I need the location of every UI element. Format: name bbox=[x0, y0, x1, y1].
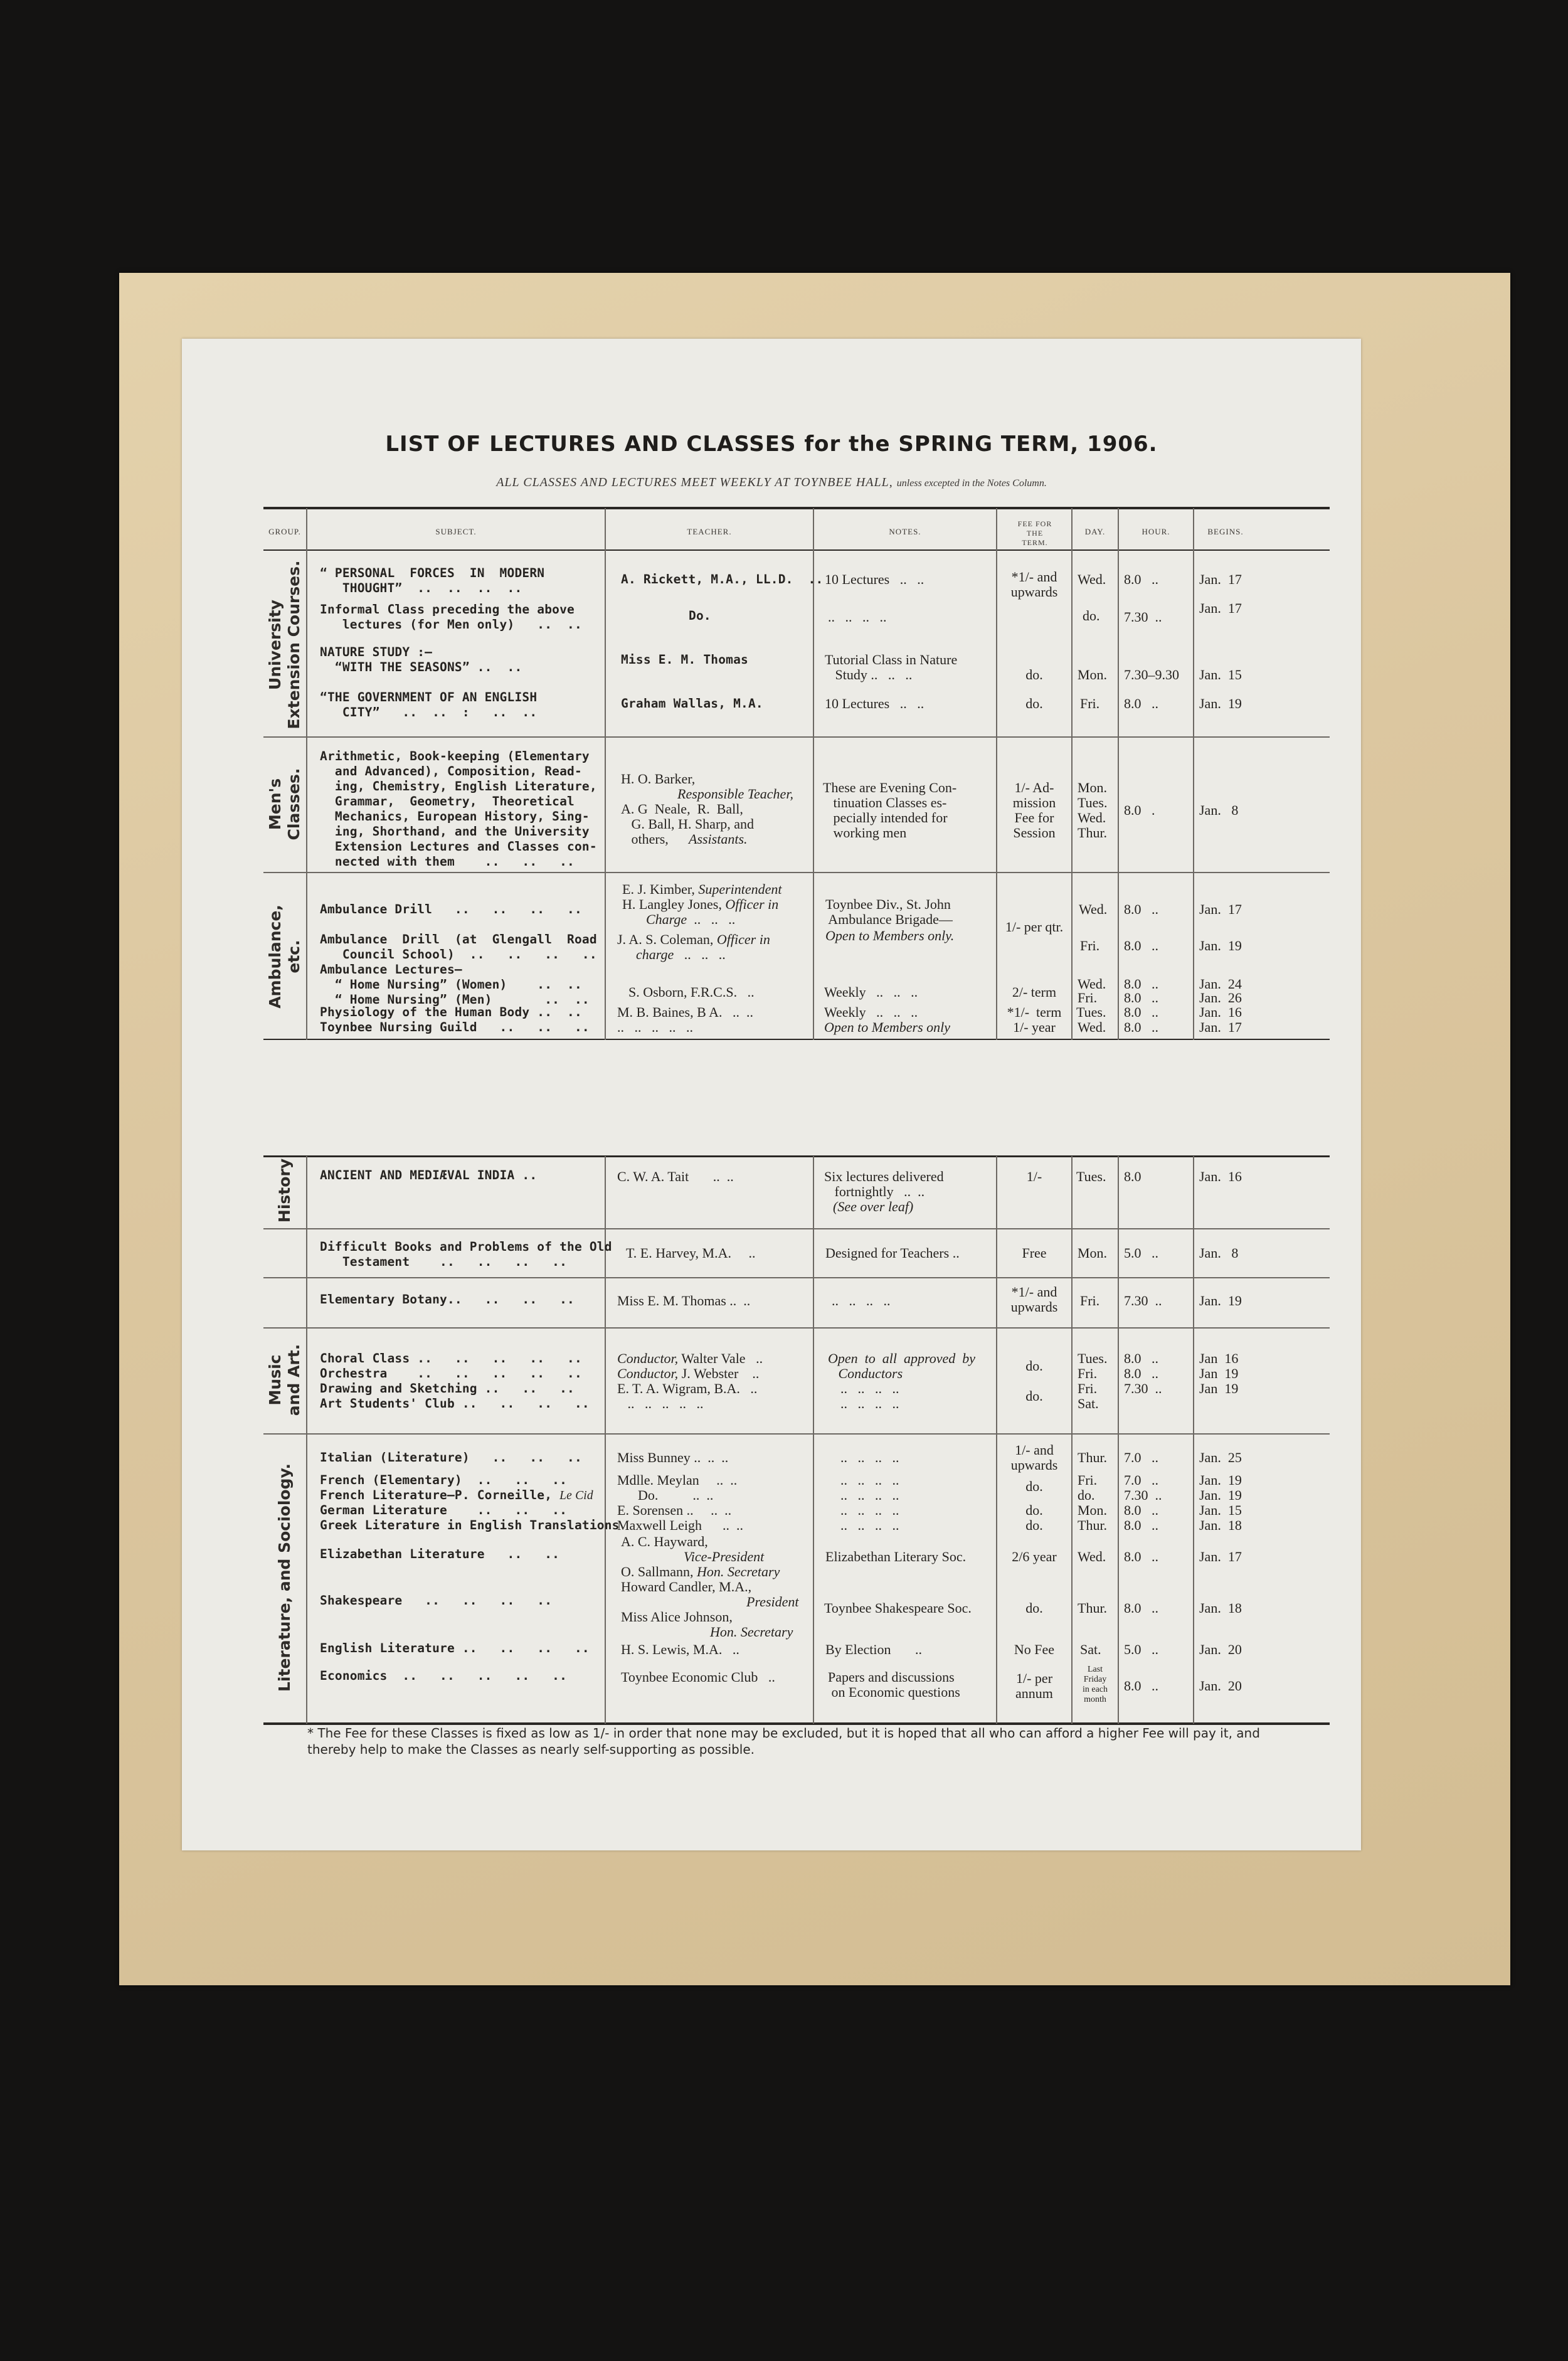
row-hour: 7.30–9.30 bbox=[1124, 667, 1179, 682]
row-hour: 8.0 .. bbox=[1124, 1549, 1158, 1564]
col-rule bbox=[1071, 508, 1073, 1040]
row-teacher-role: President bbox=[746, 1594, 799, 1610]
row-begins: Jan. 19 Jan. 19 bbox=[1199, 1472, 1242, 1503]
section1-bottom-rule bbox=[263, 1039, 1330, 1040]
top-rule bbox=[263, 507, 1330, 509]
row-day: Tues. bbox=[1076, 1004, 1106, 1020]
row-teacher-role: Responsible Teacher, bbox=[677, 786, 793, 802]
row-notes: Elizabethan Literary Soc. bbox=[825, 1549, 967, 1564]
row-begins: Jan. 25 bbox=[1199, 1450, 1242, 1465]
row-teacher-line bbox=[636, 947, 726, 962]
group-label-mens: Men's Classes. bbox=[266, 768, 303, 841]
row-teacher-name: A. C. Hayward, bbox=[621, 1534, 708, 1549]
row-notes: Open to Members only bbox=[824, 1019, 951, 1035]
header-hour: HOUR. bbox=[1142, 527, 1170, 536]
row-day: Wed. bbox=[1079, 901, 1108, 917]
row-teacher: A. Rickett, M.A., LL.D. .. bbox=[621, 572, 824, 586]
row-teacher-role: Vice-President bbox=[684, 1549, 765, 1564]
row-day: Mon. bbox=[1078, 1245, 1108, 1261]
row-begins: Jan. 8 bbox=[1199, 1245, 1239, 1261]
col-rule bbox=[1118, 1156, 1119, 1724]
row-teacher-name: H. O. Barker, bbox=[621, 771, 696, 787]
row-notes: Toynbee Div., St. John Ambulance Brigade— bbox=[825, 896, 953, 927]
row-begins: Jan. 19 bbox=[1199, 938, 1242, 953]
col-rule bbox=[605, 508, 606, 1040]
row-day: Fri. bbox=[1080, 1293, 1100, 1308]
teacher-role: Superintendent bbox=[698, 881, 782, 897]
header-notes: NOTES. bbox=[889, 527, 921, 536]
section2-top-rule bbox=[263, 1155, 1330, 1157]
row-teacher-assistants: A. G Neale, R. Ball, G. Ball, H. Sharp, and others, bbox=[621, 801, 755, 847]
row-fee: do. bbox=[1025, 1478, 1043, 1494]
row-notes-ref: (See over leaf) bbox=[833, 1199, 914, 1214]
row-teacher-line bbox=[622, 882, 782, 897]
col-rule bbox=[1193, 1156, 1194, 1724]
row-notes: 10 Lectures .. .. bbox=[825, 571, 924, 587]
row-day: Mon. bbox=[1078, 667, 1108, 682]
row-subject: Ambulance Drill .. .. .. .. bbox=[320, 902, 582, 916]
row-teacher: Do. bbox=[689, 608, 711, 623]
row-hour: 8.0 .. 8.0 .. bbox=[1124, 976, 1158, 1005]
row-subject: English Literature .. .. .. .. bbox=[320, 1641, 590, 1655]
group-label-university: University Extension Courses. bbox=[266, 560, 303, 730]
col-rule bbox=[306, 1156, 307, 1724]
row-hour: 8.0 .. bbox=[1124, 1004, 1158, 1020]
teacher-role: Hon. Secretary bbox=[697, 1564, 780, 1579]
row-notes: .. .. .. .. .. .. .. .. bbox=[840, 1502, 899, 1533]
row-teacher-role: Hon. Secretary bbox=[710, 1624, 793, 1640]
teacher-name: J. Webster .. bbox=[678, 1366, 760, 1381]
row-subject: Difficult Books and Problems of the Old Testament .. .. .. .. bbox=[320, 1239, 612, 1269]
row-hour: 5.0 .. bbox=[1124, 1642, 1158, 1657]
col-rule bbox=[1071, 1156, 1073, 1724]
row-subject: Ambulance Lectures— “ Home Nursing” (Women) .. .. “ Home Nursing” (Men) .. .. bbox=[320, 962, 590, 1007]
row-subject: Choral Class .. .. .. .. .. Orchestra .. .. .. .. .. Drawing and Sketching .. .. .. Art Students' Club .. .. .. .. bbox=[320, 1351, 590, 1411]
row-teacher: C. W. A. Tait .. .. bbox=[617, 1169, 734, 1184]
group-label-history: History bbox=[275, 1158, 294, 1223]
col-rule bbox=[1193, 508, 1194, 1040]
group-separator bbox=[263, 1277, 1330, 1278]
row-fee: 2/6 year bbox=[1012, 1549, 1057, 1564]
group-separator bbox=[263, 872, 1330, 873]
row-begins: Jan. 15 bbox=[1199, 667, 1242, 682]
row-teacher-line bbox=[617, 1366, 759, 1381]
row-teacher-line bbox=[617, 1351, 763, 1366]
row-teacher: S. Osborn, F.R.C.S. .. bbox=[628, 984, 755, 1000]
row-teacher: Toynbee Economic Club .. bbox=[621, 1669, 775, 1685]
row-notes: Open to Members only. bbox=[825, 928, 955, 943]
teacher-dots: .. .. .. bbox=[674, 947, 726, 962]
row-begins: Jan. 20 bbox=[1199, 1642, 1242, 1657]
row-fee: do. bbox=[1025, 1600, 1043, 1616]
row-begins: Jan 16 Jan 19 Jan 19 bbox=[1199, 1350, 1239, 1396]
row-subject: “THE GOVERNMENT OF AN ENGLISH CITY” .. .. : .. .. bbox=[320, 690, 538, 719]
row-subject: German Literature .. .. .. Greek Literature in English Translations bbox=[320, 1503, 620, 1532]
row-notes: Toynbee Shakespeare Soc. bbox=[824, 1600, 972, 1616]
group-label-literature: Literature, and Sociology. bbox=[275, 1463, 294, 1692]
row-subject: Italian (Literature) .. .. .. bbox=[320, 1450, 582, 1465]
row-day: Mon. Tues. Wed. Thur. bbox=[1078, 780, 1108, 841]
row-hour: 5.0 .. bbox=[1124, 1245, 1158, 1261]
row-teacher: Miss E. M. Thomas .. .. bbox=[617, 1293, 751, 1308]
row-fee: *1/- and upwards bbox=[1010, 1284, 1058, 1315]
col-rule bbox=[306, 508, 307, 1040]
row-day: Wed. Fri. bbox=[1078, 976, 1106, 1005]
row-fee: 1/- year bbox=[1013, 1019, 1056, 1035]
row-subject: ANCIENT AND MEDIÆVAL INDIA .. bbox=[320, 1168, 538, 1182]
fee-footnote: * The Fee for these Classes is fixed as low as 1/- in order that none may be excluded, but it is hoped that all who can afford a higher Fee will pay it, and thereby help to make the Classes as nearly self-supporting as possible. bbox=[307, 1726, 1260, 1757]
row-teacher: M. B. Baines, B A. .. .. bbox=[617, 1004, 753, 1020]
row-notes: Weekly .. .. .. bbox=[824, 1004, 918, 1020]
row-notes: Tutorial Class in Nature Study .. .. .. bbox=[825, 652, 958, 682]
teacher-name: J. A. S. Coleman, bbox=[617, 931, 714, 947]
row-hour: 8.0 . bbox=[1124, 802, 1155, 818]
row-teacher-line bbox=[617, 932, 770, 947]
row-day: Tues. bbox=[1076, 1169, 1106, 1184]
row-fee: do. bbox=[1025, 696, 1043, 711]
row-day: do. bbox=[1083, 608, 1100, 623]
header-group: GROUP. bbox=[268, 527, 301, 536]
row-day: Tues. Fri. Fri. Sat. bbox=[1078, 1350, 1108, 1411]
teacher-role: Officer in bbox=[725, 896, 779, 912]
teacher-role: Officer in bbox=[716, 931, 770, 947]
header-subject: SUBJECT. bbox=[435, 527, 477, 536]
row-hour: 7.0 .. bbox=[1124, 1450, 1158, 1465]
row-begins: Jan. 15 Jan. 18 bbox=[1199, 1502, 1242, 1533]
row-teacher: Mdlle. Meylan .. .. Do. .. .. bbox=[617, 1472, 738, 1503]
row-fee: 1/- and upwards bbox=[1010, 1442, 1058, 1473]
document-sheet bbox=[182, 339, 1361, 1850]
row-fee: do. do. bbox=[1025, 1358, 1043, 1404]
row-begins: Jan. 16 bbox=[1199, 1169, 1242, 1184]
row-notes: Open to all approved by Conductors bbox=[828, 1350, 976, 1381]
row-hour: 8.0 .. bbox=[1124, 901, 1158, 917]
row-begins: Jan. 18 bbox=[1199, 1600, 1242, 1616]
row-begins: Jan. 19 bbox=[1199, 1293, 1242, 1308]
header-teacher: TEACHER. bbox=[687, 527, 732, 536]
document-title: LIST OF LECTURES AND CLASSES for the SPRING TERM, 1906. bbox=[385, 432, 1158, 457]
row-fee: No Fee bbox=[1014, 1642, 1055, 1657]
row-subject: Informal Class preceding the above lectures (for Men only) .. .. bbox=[320, 602, 582, 632]
row-teacher: Miss Bunney .. .. .. bbox=[617, 1450, 729, 1465]
row-notes: .. .. .. .. .. .. .. .. bbox=[840, 1472, 899, 1503]
header-fee: FEE FOR THE TERM. bbox=[1017, 519, 1052, 547]
row-begins: Jan. 20 bbox=[1199, 1678, 1242, 1694]
col-rule bbox=[813, 1156, 814, 1724]
row-hour: 8.0 .. bbox=[1124, 1019, 1158, 1035]
group-separator bbox=[263, 1327, 1330, 1329]
row-notes: .. .. .. .. bbox=[832, 1293, 891, 1308]
row-fee: do. bbox=[1025, 667, 1043, 682]
row-teacher-name: Miss Alice Johnson, bbox=[621, 1609, 733, 1625]
teacher-role: Conductor, bbox=[617, 1366, 679, 1381]
row-subject: Toynbee Nursing Guild .. .. .. bbox=[320, 1020, 590, 1034]
row-notes: Weekly .. .. .. bbox=[824, 984, 918, 1000]
row-subject: Elizabethan Literature .. .. bbox=[320, 1547, 560, 1561]
header-rule bbox=[263, 549, 1330, 551]
row-notes: Designed for Teachers .. bbox=[825, 1245, 960, 1261]
row-teacher-line bbox=[622, 897, 778, 912]
row-begins: Jan. 17 bbox=[1199, 600, 1242, 616]
row-hour: 8.0 .. 8.0 .. bbox=[1124, 1502, 1158, 1533]
row-teacher: .. .. .. .. .. bbox=[617, 1019, 693, 1035]
col-rule bbox=[996, 1156, 997, 1724]
row-teacher-line bbox=[646, 912, 735, 927]
col-rule bbox=[813, 508, 814, 1040]
row-hour: 8.0 .. bbox=[1124, 1600, 1158, 1616]
teacher-name: O. Sallmann, bbox=[621, 1564, 694, 1579]
row-notes: 10 Lectures .. .. bbox=[825, 696, 924, 711]
row-day: Wed. bbox=[1078, 1019, 1106, 1035]
row-hour: 8.0 bbox=[1124, 1169, 1142, 1184]
document-subtitle bbox=[182, 475, 1361, 490]
row-teacher-line bbox=[621, 1564, 780, 1579]
row-subject: Arithmetic, Book-keeping (Elementary and Advanced), Composition, Read- ing, Chemistry, English Literature, Grammar, Geometry, Theoretical Mechanics, European History, Sing- ing, Shorthand, and the University Extension Lectures and Classes con- nected with them .. .. .. bbox=[320, 749, 597, 869]
row-teacher: H. S. Lewis, M.A. .. bbox=[621, 1642, 739, 1657]
teacher-name: H. Langley Jones, bbox=[622, 896, 722, 912]
row-day: Wed. bbox=[1078, 571, 1106, 587]
group-label-ambulance: Ambulance, etc. bbox=[266, 905, 303, 1009]
row-notes: These are Evening Con- tinuation Classes es- pecially intended for working men bbox=[823, 780, 957, 841]
row-fee: 2/- term bbox=[1012, 984, 1057, 1000]
row-begins: Jan. 17 bbox=[1199, 1019, 1242, 1035]
row-day: Mon. Thur. bbox=[1078, 1502, 1108, 1533]
row-hour: 8.0 .. 8.0 .. 7.30 .. bbox=[1124, 1350, 1162, 1396]
row-hour: 7.0 .. 7.30 .. bbox=[1124, 1472, 1162, 1503]
row-subject: Elementary Botany.. .. .. .. bbox=[320, 1292, 575, 1307]
row-hour: 7.30 .. bbox=[1124, 609, 1162, 625]
row-hour: 8.0 .. bbox=[1124, 938, 1158, 953]
row-teacher: E. T. A. Wigram, B.A. .. .. .. .. .. .. bbox=[617, 1381, 758, 1411]
row-fee: 1/- bbox=[1026, 1169, 1042, 1184]
row-begins: Jan. 8 bbox=[1199, 802, 1239, 818]
row-day: Thur. bbox=[1078, 1600, 1108, 1616]
teacher-role: Charge bbox=[646, 911, 687, 927]
row-hour: 8.0 .. bbox=[1124, 1678, 1158, 1694]
subtitle-note: unless excepted in the Notes Column. bbox=[896, 478, 1047, 489]
row-subject: NATURE STUDY :— “WITH THE SEASONS” .. .. bbox=[320, 645, 522, 674]
group-separator bbox=[263, 1228, 1330, 1229]
row-subject bbox=[320, 1473, 593, 1504]
row-day: Thur. bbox=[1078, 1450, 1108, 1465]
subtitle-main: ALL CLASSES AND LECTURES MEET WEEKLY AT TOYNBEE HALL, bbox=[496, 475, 897, 489]
row-notes-dots: .. .. .. .. .. .. .. .. bbox=[840, 1381, 899, 1411]
row-teacher: E. Sorensen .. .. .. Maxwell Leigh .. .. bbox=[617, 1502, 744, 1533]
row-day: Sat. bbox=[1080, 1642, 1101, 1657]
row-notes: Papers and discussions on Economic questions bbox=[828, 1669, 960, 1700]
group-label-music: Music and Art. bbox=[266, 1344, 303, 1416]
row-fee: *1/- term bbox=[1007, 1004, 1062, 1020]
header-begins: BEGINS. bbox=[1207, 527, 1244, 536]
row-hour: 7.30 .. bbox=[1124, 1293, 1162, 1308]
teacher-name: E. J. Kimber, bbox=[622, 881, 695, 897]
row-subject: Ambulance Drill (at Glengall Road Council School) .. .. .. .. bbox=[320, 932, 597, 962]
row-teacher: T. E. Harvey, M.A. .. bbox=[626, 1245, 756, 1261]
group-separator bbox=[263, 1433, 1330, 1435]
row-teacher: Graham Wallas, M.A. bbox=[621, 696, 763, 711]
header-day: DAY. bbox=[1084, 527, 1106, 536]
row-day: Wed. bbox=[1078, 1549, 1106, 1564]
row-day: Fri. bbox=[1080, 938, 1100, 953]
teacher-role: charge bbox=[636, 947, 674, 962]
col-rule bbox=[1118, 508, 1119, 1040]
row-subject: Economics .. .. .. .. .. bbox=[320, 1669, 568, 1683]
row-fee: 1/- per annum bbox=[1015, 1670, 1053, 1701]
row-notes: By Election .. bbox=[825, 1642, 922, 1657]
row-subject: Physiology of the Human Body .. .. bbox=[320, 1005, 582, 1019]
row-notes: .. .. .. .. bbox=[840, 1450, 899, 1465]
subject-text: French (Elementary) .. .. .. French Literature—P. Corneille, bbox=[320, 1473, 568, 1502]
row-fee: Free bbox=[1022, 1245, 1047, 1261]
row-begins: Jan. 16 bbox=[1199, 1004, 1242, 1020]
row-subject: “ PERSONAL FORCES IN MODERN THOUGHT” .. .. .. .. bbox=[320, 566, 545, 595]
row-notes: .. .. .. .. bbox=[828, 609, 887, 625]
row-day: Last Friday in each month bbox=[1082, 1665, 1108, 1704]
row-teacher-assistants-role: Assistants. bbox=[689, 831, 748, 847]
row-hour: 8.0 .. bbox=[1124, 696, 1158, 711]
teacher-role: Conductor, bbox=[617, 1350, 679, 1366]
group-separator bbox=[263, 736, 1330, 738]
row-fee: 1/- Ad- mission Fee for Session bbox=[1012, 780, 1056, 841]
row-begins: Jan. 17 bbox=[1199, 1549, 1242, 1564]
teacher-dots: .. .. .. bbox=[687, 911, 736, 927]
teacher-name: Walter Vale .. bbox=[678, 1350, 763, 1366]
row-day: Fri. do. bbox=[1078, 1472, 1098, 1503]
row-notes: Six lectures delivered fortnightly .. .. bbox=[824, 1169, 944, 1199]
row-begins: Jan. 19 bbox=[1199, 696, 1242, 711]
row-teacher-name: Howard Candler, M.A., bbox=[621, 1579, 752, 1594]
subject-work: Le Cid bbox=[559, 1489, 593, 1502]
row-fee: do. do. bbox=[1025, 1502, 1043, 1533]
row-teacher: Miss E. M. Thomas bbox=[621, 652, 748, 667]
row-begins: Jan. 17 bbox=[1199, 901, 1242, 917]
row-begins: Jan. 24 Jan. 26 bbox=[1199, 976, 1242, 1005]
row-fee: *1/- and upwards bbox=[1010, 569, 1058, 600]
row-begins: Jan. 17 bbox=[1199, 571, 1242, 587]
row-hour: 8.0 .. bbox=[1124, 571, 1158, 587]
row-day: Fri. bbox=[1080, 696, 1100, 711]
row-subject: Shakespeare .. .. .. .. bbox=[320, 1593, 553, 1608]
row-fee: 1/- per qtr. bbox=[1005, 919, 1064, 935]
